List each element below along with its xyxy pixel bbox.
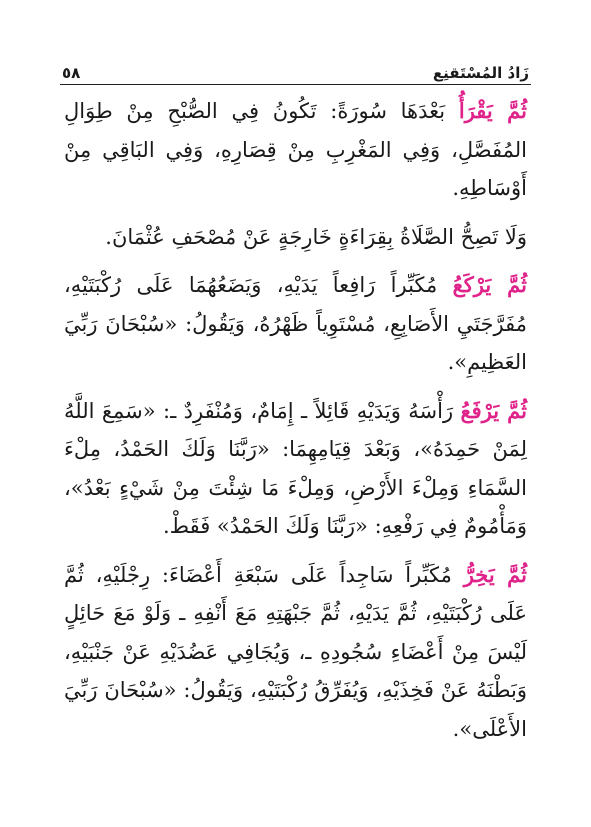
- paragraph-keyword: ثُمَّ يَخِرُّ: [463, 561, 527, 587]
- paragraph-text: مُكَبِّراً سَاجِداً عَلَى سَبْعَةِ أَعْضَاءَ: رِجْلَيْهِ، ثُمَّ عَلَى رُكْبَتَيْهِ، ثُمَّ يَدَيْهِ، ثُمَّ جَبْهَتِهِ مَعَ أَنْفِهِ ـ وَلَوْ مَعَ حَائِلٍ لَيْسَ مِنْ أَعْضَاءِ سُجُودِهِ ـ، وَيُجَافِي عَضُدَيْهِ عَنْ جَنْبَيْهِ، وَبَطْنَهُ عَنْ فَخِذَيْهِ، وَيُفَرِّقُ رُكْبَتَيْهِ، وَيَقُولُ: «سُبْحَانَ رَبِّيَ الأَعْلَى».: [64, 562, 527, 741]
- paragraph-keyword: ثُمَّ يَقْرَأُ: [458, 98, 527, 123]
- page-number: ٥٨: [62, 64, 81, 82]
- page-body: [64, 92, 527, 758]
- paragraph-keyword: ثُمَّ يَرْفَعُ: [460, 397, 528, 423]
- header-rule: [60, 84, 531, 85]
- running-header: [62, 56, 529, 82]
- paragraph: [64, 392, 527, 546]
- paragraph-text: وَلَا تَصِحُّ الصَّلَاةُ بِقِرَاءَةٍ خَارِجَةٍ عَنْ مُصْحَفِ عُثْمَانَ.: [105, 224, 527, 249]
- paragraph: [64, 556, 527, 749]
- paragraph: [64, 266, 527, 382]
- paragraph-text: بَعْدَهَا سُورَةً: تَكُونُ فِي الصُّبْحِ مِنْ طِوَالِ المُفَصَّلِ، وَفِي المَغْرِبِ مِنْ قِصَارِهِ، وَفِي البَاقِي مِنْ أَوْسَاطِهِ.: [64, 99, 527, 200]
- paragraph: [64, 218, 527, 257]
- paragraph-text: مُكَبِّراً رَافِعاً يَدَيْهِ، وَيَضَعُهُمَا عَلَى رُكْبَتَيْهِ، مُفَرَّجَتَيِ الأَصَابِعِ، مُسْتَوِياً ظَهْرُهُ، وَيَقُولُ: «سُبْحَانَ رَبِّيَ العَظِيمِ».: [64, 273, 527, 374]
- paragraph-keyword: ثُمَّ يَرْكَعُ: [452, 272, 527, 297]
- paragraph: [64, 92, 527, 208]
- paragraph-text: رَأْسَهُ وَيَدَيْهِ قَائِلاً ـ إِمَامٌ، وَمُنْفَرِدٌ ـ: «سَمِعَ اللَّهُ لِمَنْ حَمِدَهُ»، وَبَعْدَ قِيَامِهِمَا: «رَبَّنَا وَلَكَ الحَمْدُ، مِلْءَ السَّمَاءِ وَمِلْءَ الأَرْضِ، وَمِلْءَ مَا شِئْتَ مِنْ شَيْءٍ بَعْدُ»، وَمَأْمُومٌ فِي رَفْعِهِ: «رَبَّنَا وَلَكَ الحَمْدُ» فَقَطْ.: [64, 398, 527, 538]
- book-title: زَادُ المُسْتَقنِع: [432, 64, 529, 82]
